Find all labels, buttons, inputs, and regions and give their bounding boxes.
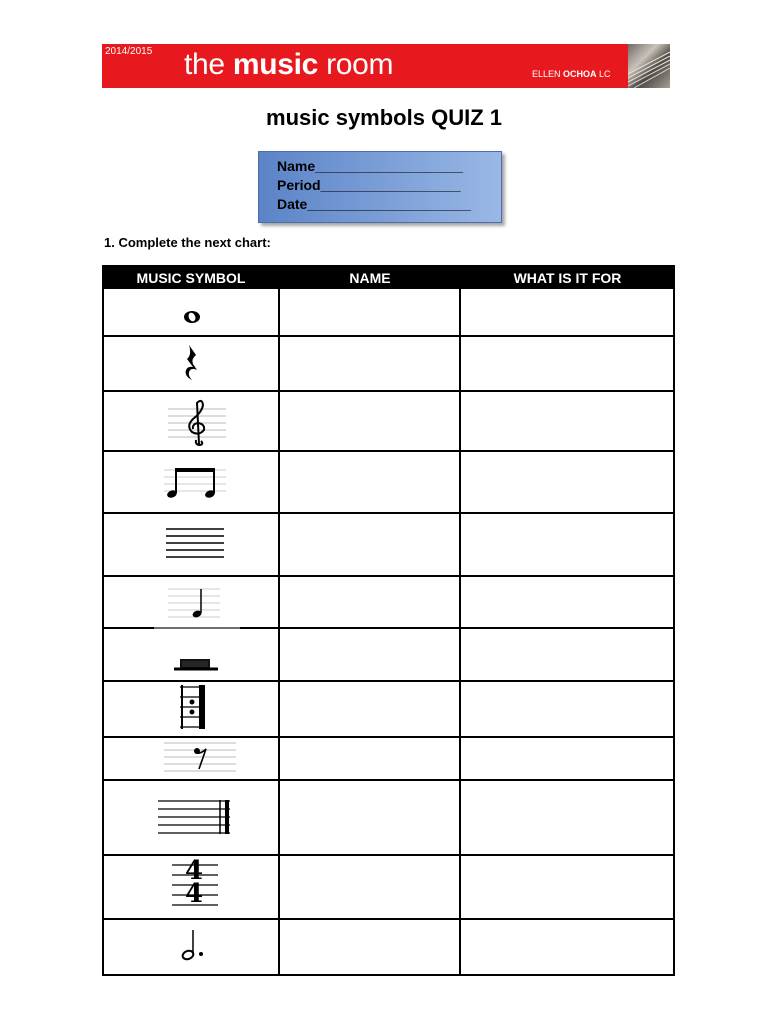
column-divider: [278, 267, 280, 974]
whole-note-icon: [159, 297, 225, 333]
school-name: ELLEN OCHOA LC: [532, 69, 611, 79]
dotted-half-note-icon: [176, 927, 216, 967]
eighth-rest-icon: [162, 739, 238, 777]
instruction-text: 1. Complete the next chart:: [104, 235, 271, 250]
student-info-box: [258, 151, 502, 223]
quarter-note-icon: [166, 583, 222, 621]
banner-title: the music room: [184, 48, 394, 81]
row-divider: [104, 575, 673, 577]
final-barline-icon: [154, 795, 234, 839]
column-divider: [459, 267, 461, 974]
row-divider: [104, 918, 673, 920]
header-name: NAME: [349, 270, 391, 286]
staff-icon: [162, 523, 228, 565]
beamed-eighth-notes-icon: [162, 462, 228, 502]
date-line[interactable]: Date_____________________: [277, 196, 471, 212]
row-divider: [104, 779, 673, 781]
guitar-photo: [628, 44, 670, 88]
header-music-symbol: MUSIC SYMBOL: [136, 270, 246, 286]
half-rest-icon: [152, 627, 242, 677]
header-what-is-it-for: WHAT IS IT FOR: [513, 270, 622, 286]
time-signature-bottom: 4: [184, 879, 204, 909]
time-signature-top: 4: [184, 856, 204, 886]
period-line[interactable]: Period__________________: [277, 177, 461, 193]
treble-clef-icon: [164, 395, 230, 447]
row-divider: [104, 736, 673, 738]
row-divider: [104, 680, 673, 682]
time-signature-icon: [164, 856, 224, 915]
repeat-sign-icon: [176, 683, 212, 731]
row-divider: [104, 390, 673, 392]
row-divider: [104, 450, 673, 452]
quiz-title: music symbols QUIZ 1: [266, 105, 502, 130]
row-divider: [104, 512, 673, 514]
quarter-rest-icon: [176, 342, 206, 384]
school-year: 2014/2015: [105, 46, 153, 57]
header-banner: [102, 44, 670, 88]
name-line[interactable]: Name___________________: [277, 158, 464, 174]
chart-header: [104, 267, 673, 289]
symbols-chart: [102, 265, 675, 976]
row-divider: [104, 335, 673, 337]
